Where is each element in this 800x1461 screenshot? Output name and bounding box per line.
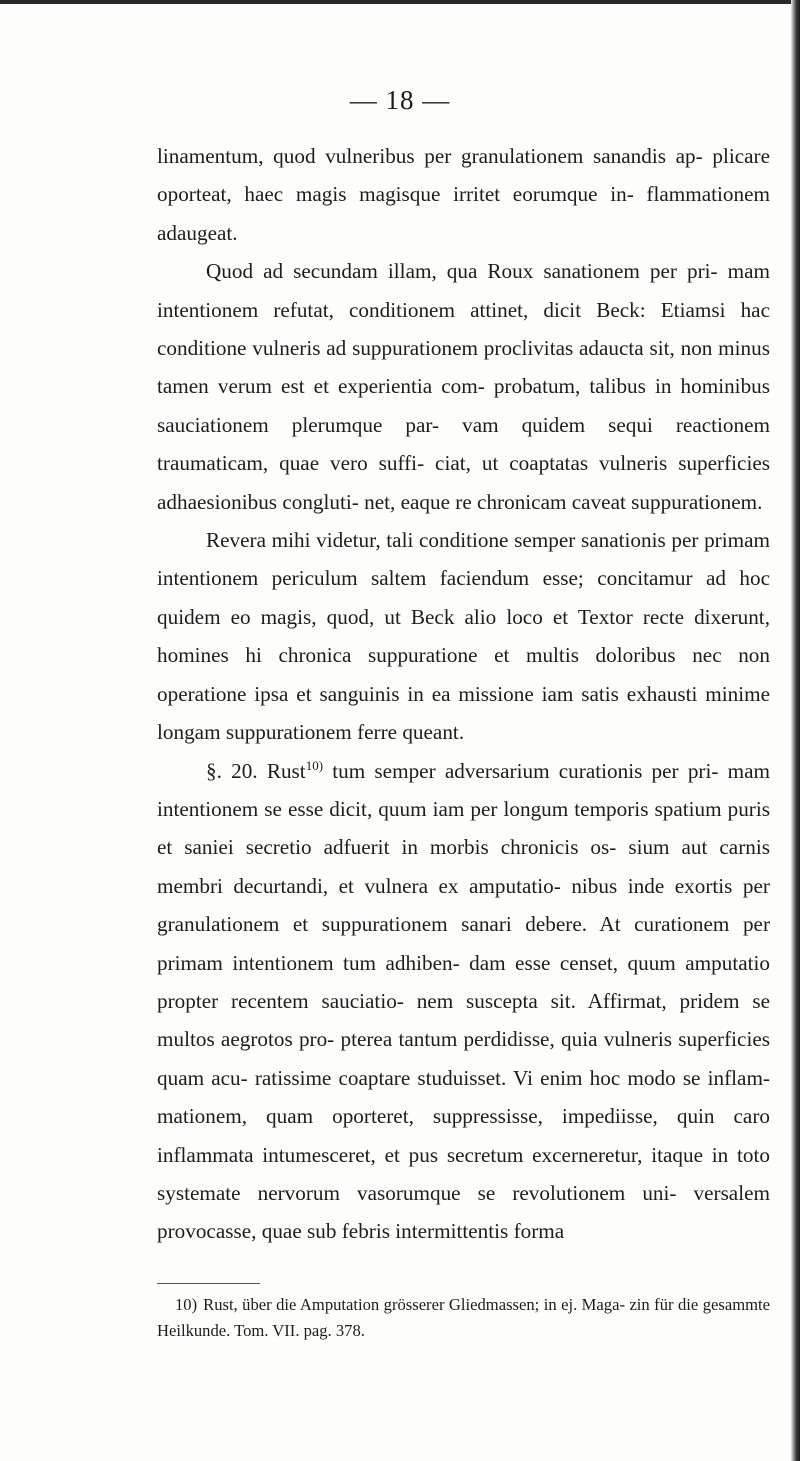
paragraph-revera: Revera mihi videtur, tali conditione semper sanationis per primam intentionem periculum saltem faciendum esse; concitamur ad hoc quidem eo magis, quod, ut Beck alio loco et Textor recte dixerunt, homines hi chronica suppuratione et multis doloribus nec non operatione ipsa et sanguinis in ea missione iam satis exhausti minime longam suppurationem ferre queant. (157, 528, 770, 745)
footnote-entry (157, 1292, 770, 1344)
paragraph-section-20 (157, 752, 770, 1251)
section-heading: §. 20. Rust (206, 758, 306, 783)
body-text (157, 137, 770, 1251)
footnote-reference: 10) (305, 757, 324, 773)
paragraph-continuation: linamentum, quod vulneribus per granulationem sanandis ap- plicare oporteat, haec magis magisque irritet eorumque in- flammationem adaugeat. (157, 144, 770, 245)
page-number: — 18 — (349, 85, 451, 115)
footnote (157, 1292, 770, 1344)
footnote-number: 10) (175, 1295, 198, 1314)
top-edge-rule (0, 0, 800, 4)
footnote-text: Rust, über die Amputation grösserer Gliedmassen; in ej. Maga- zin für die gesammte Heilkunde. Tom. VII. pag. 378. (157, 1295, 770, 1340)
paragraph-roux-beck: Quod ad secundam illam, qua Roux sanationem per pri- mam intentionem refutat, conditionem attinet, dicit Beck: Etiamsi hac conditione vulneris ad suppurationem proclivitas adaucta sit, non minus tamen verum est et experientia com- probatum, talibus in hominibus sauciationem plerumque par- vam quidem sequi reactionem traumaticam, quae vero suffi- ciat, ut coaptatas vulneris superficies adhaesionibus congluti- net, eaque re chronicam caveat suppurationem. (157, 259, 770, 514)
section-text: tum semper adversarium curationis per pri- mam intentionem se esse dicit, quum iam per longum temporis spatium puris et saniei secretio adfuerit in morbis chronicis os- sium aut carnis membri decurtandi, et vulnera ex amputatio- nibus inde exortis per granulationem et suppurationem sanari debere. At curationem per primam intentionem tum adhiben- dam esse censet, quum amputatio propter recentem sauciatio- nem suscepta sit. Affirmat, pridem se multos aegrotos pro- pterea tantum perdidisse, quia vulneris superficies quam acu- ratissime coaptare studuisset. Vi enim hoc modo se inflam- mationem, quam oporteret, suppressisse, impediisse, quin caro inflammata intumesceret, et pus secretum excerneretur, itaque in toto systemate nervorum vasorumque se revolutionem uni- versalem provocasse, quae sub febris intermittentis forma (157, 758, 771, 1244)
footnote-divider (157, 1283, 260, 1284)
page-edge-shadow (791, 0, 800, 1461)
